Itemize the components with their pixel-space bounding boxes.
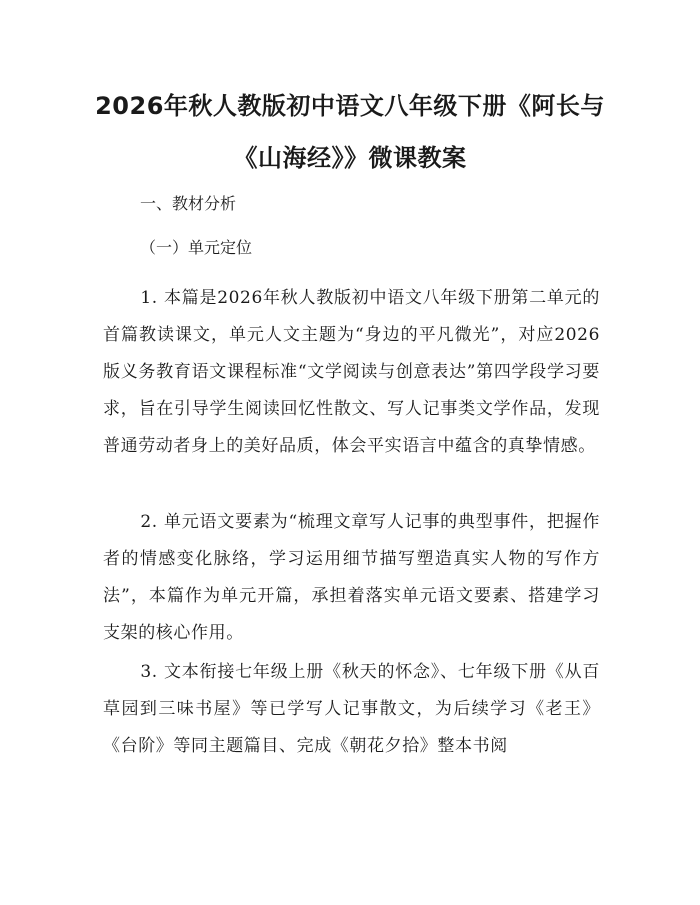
section-heading: 一、教材分析 (140, 194, 237, 213)
subsection-heading: （一）单元定位 (140, 238, 253, 257)
paragraph-2: 2. 单元语文要素为“梳理文章写人记事的典型事件，把握作者的情感变化脉络，学习运用细节描写塑造真实人物的写作方法”，本篇作为单元开篇，承担着落实单元语文要素、搭建学习支架的核心作用。 (103, 512, 600, 643)
paragraph-3: 3. 文本衔接七年级上册《秋天的怀念》、七年级下册《从百草园到三味书屋》等已学写人记事散文，为后续学习《老王》《台阶》等同主题篇目、完成《朝花夕拾》整本书阅 (103, 662, 600, 756)
document-title: 2026年秋人教版初中语文八年级下册《阿长与《山海经》》微课教案 (95, 92, 605, 172)
paragraph-1: 1. 本篇是2026年秋人教版初中语文八年级下册第二单元的首篇教读课文，单元人文主题为“身边的平凡微光”，对应2026版义务教育语文课程标准“文学阅读与创意表达”第四学段学习要求，旨在引导学生阅读回忆性散文、写人记事类文学作品，发现普通劳动者身上的美好品质，体会平实语言中蕴含的真挚情感。 (103, 288, 600, 456)
